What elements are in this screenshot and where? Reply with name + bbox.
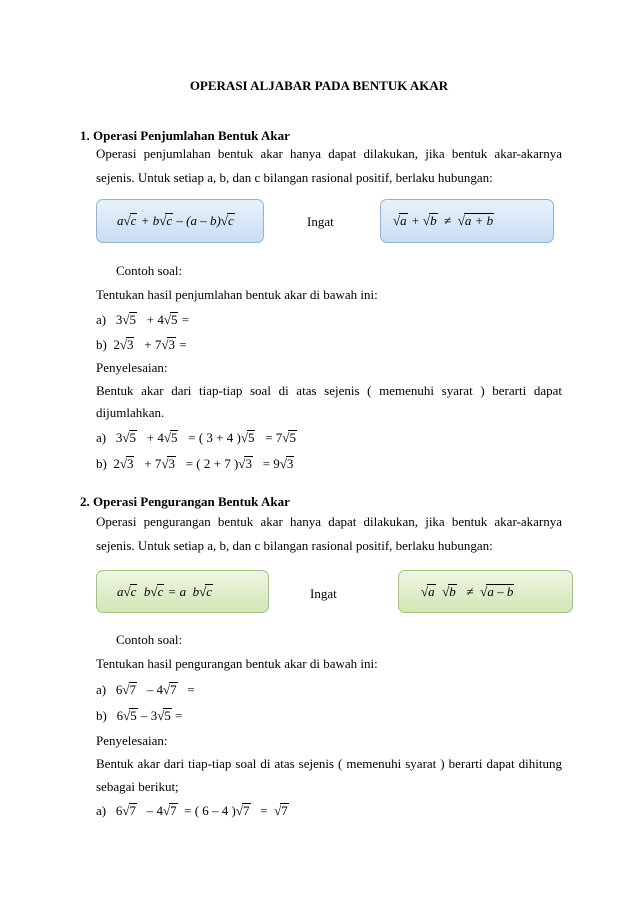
- s1-contoh-label: Contoh soal:: [116, 263, 183, 278]
- s2-paragraph-line1: Operasi pengurangan bentuk akar hanya dapat dilakukan, jika bentuk akar-akarnya: [96, 514, 562, 529]
- s2-penyelesaian-label: Penyelesaian:: [96, 733, 168, 748]
- s2-ingat-formula: √a √b ≠ √a – b: [421, 584, 514, 599]
- s2-instruction: Tentukan hasil pengurangan bentuk akar di bawah ini:: [96, 656, 378, 671]
- section-2-heading: 2. Operasi Pengurangan Bentuk Akar: [80, 494, 290, 509]
- s1-instruction: Tentukan hasil penjumlahan bentuk akar di bawah ini:: [96, 287, 378, 302]
- s1-paragraph-line2: sejenis. Untuk setiap a, b, dan c bilangan rasional positif, berlaku hubungan:: [96, 170, 493, 185]
- s2-paragraph-line2: sejenis. Untuk setiap a, b, dan c bilangan rasional positif, berlaku hubungan:: [96, 538, 493, 553]
- s2-formula-box: [96, 570, 269, 613]
- s1-ingat-label: Ingat: [307, 214, 334, 229]
- s1-solution-line1: Bentuk akar dari tiap-tiap soal di atas sejenis ( memenuhi syarat ) berarti dapat: [96, 383, 562, 398]
- s1-question-b: b) 2√3 + 7√3 =: [96, 337, 187, 352]
- s2-contoh-label: Contoh soal:: [116, 632, 183, 647]
- s1-question-a: a) 3√5 + 4√5 =: [96, 312, 190, 327]
- s1-formula: a√c + b√c – (a – b)√c: [117, 213, 234, 228]
- s2-question-b: b) 6√5 – 3√5 =: [96, 708, 183, 723]
- page-title: OPERASI ALJABAR PADA BENTUK AKAR: [189, 78, 449, 93]
- s2-answer-a: a) 6√7 – 4√7 = ( 6 – 4 )√7 = √7: [96, 803, 288, 818]
- s2-question-a: a) 6√7 – 4√7 =: [96, 682, 195, 697]
- s1-answer-b: b) 2√3 + 7√3 = ( 2 + 7 )√3 = 9√3: [96, 456, 294, 471]
- s1-ingat-formula: √a + √b ≠ √a + b: [393, 213, 494, 228]
- section-1-heading: 1. Operasi Penjumlahan Bentuk Akar: [80, 128, 290, 143]
- s1-ingat-box: [380, 199, 554, 243]
- s2-ingat-label: Ingat: [310, 586, 337, 601]
- s1-answer-a: a) 3√5 + 4√5 = ( 3 + 4 )√5 = 7√5: [96, 430, 296, 445]
- s1-formula-box: [96, 199, 264, 243]
- s1-paragraph-line1: Operasi penjumlahan bentuk akar hanya dapat dilakukan, jika bentuk akar-akarnya: [96, 146, 562, 161]
- s2-ingat-box: [398, 570, 573, 613]
- s1-solution-line2: dijumlahkan.: [96, 405, 165, 420]
- s2-solution-line2: sebagai berikut;: [96, 779, 179, 794]
- s1-penyelesaian-label: Penyelesaian:: [96, 360, 168, 375]
- s2-solution-line1: Bentuk akar dari tiap-tiap soal di atas sejenis ( memenuhi syarat ) berarti dapat dihitung: [96, 756, 562, 771]
- s2-formula: a√c b√c = a b√c: [117, 584, 213, 599]
